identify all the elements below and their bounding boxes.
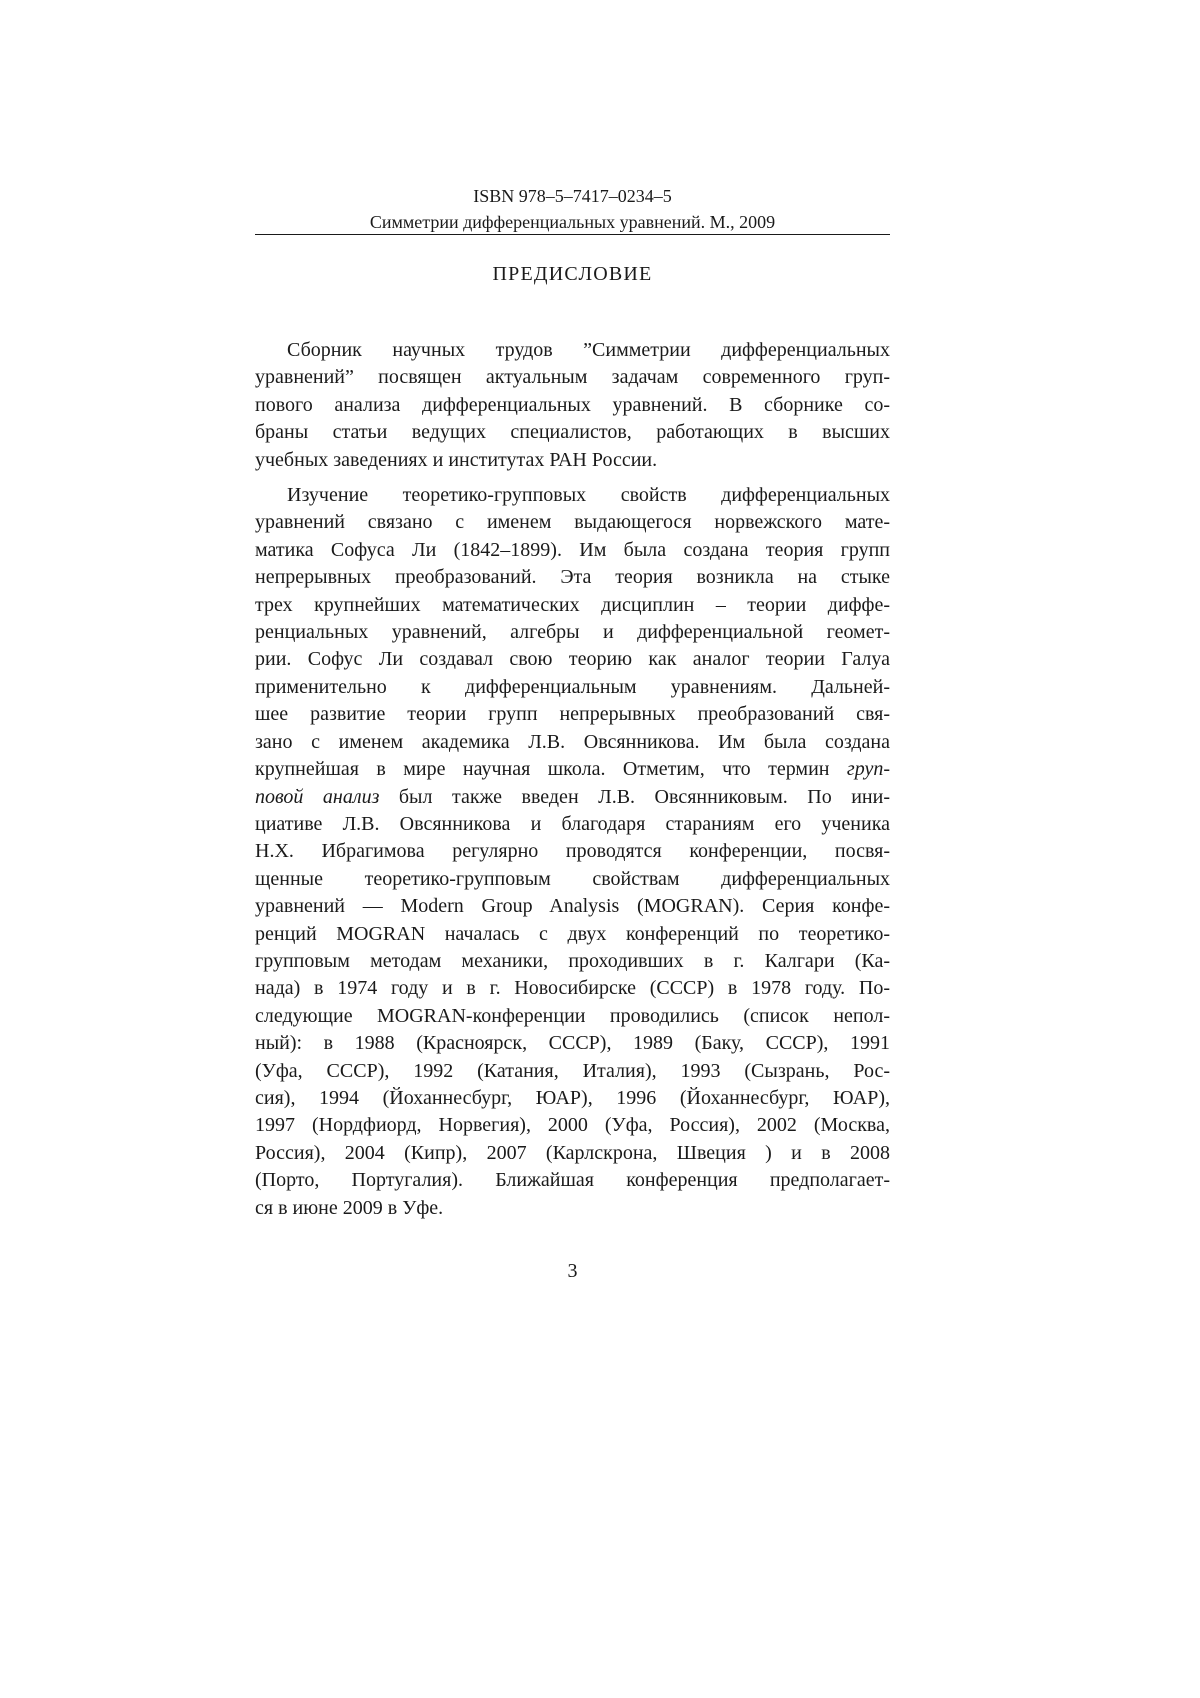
text-line: (Уфа, СССР), 1992 (Катания, Италия), 1993 (Сызрань, Рос- — [255, 1058, 890, 1085]
text-line — [255, 784, 890, 811]
header-rule — [255, 234, 890, 235]
text-line: Россия), 2004 (Кипр), 2007 (Карлскрона, Швеция ) и в 2008 — [255, 1140, 890, 1167]
paragraph-1 — [255, 337, 890, 474]
text-line: ренциальных уравнений, алгебры и дифференциальной геомет- — [255, 619, 890, 646]
text-line: сия), 1994 (Йоханнесбург, ЮАР), 1996 (Йоханнесбург, ЮАР), — [255, 1085, 890, 1112]
text-line: зано с именем академика Л.В. Овсянникова. Им была создана — [255, 729, 890, 756]
citation-line: Симметрии дифференциальных уравнений. М., 2009 — [255, 209, 890, 235]
text-line: уравнений связано с именем выдающегося норвежского мате- — [255, 509, 890, 536]
text-line: Сборник научных трудов ”Симметрии дифференциальных — [255, 337, 890, 364]
text-line: ный): в 1988 (Красноярск, СССР), 1989 (Баку, СССР), 1991 — [255, 1030, 890, 1057]
text-line: непрерывных преобразований. Эта теория возникла на стыке — [255, 564, 890, 591]
text-line: нада) в 1974 году и в г. Новосибирске (СССР) в 1978 году. По- — [255, 975, 890, 1002]
text-line: учебных заведениях и институтах РАН России. — [255, 447, 890, 474]
body-text — [255, 337, 890, 1222]
text-line: трех крупнейших математических дисциплин – теории диффе- — [255, 592, 890, 619]
text-line: применительно к дифференциальным уравнениям. Дальней- — [255, 674, 890, 701]
text-line: браны статьи ведущих специалистов, работающих в высших — [255, 419, 890, 446]
italic-term-end: повой анализ — [255, 786, 379, 808]
text-line: ренций MOGRAN началась с двух конференций по теоретико- — [255, 921, 890, 948]
italic-term-start: груп- — [847, 758, 890, 780]
text-line: 1997 (Нордфиорд, Норвегия), 2000 (Уфа, Россия), 2002 (Москва, — [255, 1112, 890, 1139]
section-title: ПРЕДИСЛОВИЕ — [255, 263, 890, 286]
text-line: уравнений — Modern Group Analysis (MOGRAN). Серия конфе- — [255, 893, 890, 920]
text-line — [255, 756, 890, 783]
text-line: уравнений” посвящен актуальным задачам современного груп- — [255, 364, 890, 391]
document-page — [0, 0, 1200, 1698]
text-line: циативе Л.В. Овсянникова и благодаря стараниям его ученика — [255, 811, 890, 838]
text-fragment: крупнейшая в мире научная школа. Отметим, что термин — [255, 758, 847, 780]
text-line: рии. Софус Ли создавал свою теорию как аналог теории Галуа — [255, 646, 890, 673]
text-line: групповым методам механики, проходивших в г. Калгари (Ка- — [255, 948, 890, 975]
running-header — [255, 183, 890, 235]
text-line: Изучение теоретико-групповых свойств дифференциальных — [255, 482, 890, 509]
paragraph-2 — [255, 482, 890, 1222]
text-line: следующие MOGRAN-конференции проводились (список непол- — [255, 1003, 890, 1030]
text-fragment: был также введен Л.В. Овсянниковым. По ини- — [379, 786, 890, 808]
text-line: щенные теоретико-групповым свойствам дифференциальных — [255, 866, 890, 893]
text-line: (Порто, Португалия). Ближайшая конференция предполагает- — [255, 1167, 890, 1194]
text-line: пового анализа дифференциальных уравнений. В сборнике со- — [255, 392, 890, 419]
isbn-line: ISBN 978–5–7417–0234–5 — [255, 183, 890, 209]
text-line: ся в июне 2009 в Уфе. — [255, 1195, 890, 1222]
text-line: Н.Х. Ибрагимова регулярно проводятся конференции, посвя- — [255, 838, 890, 865]
text-line: матика Софуса Ли (1842–1899). Им была создана теория групп — [255, 537, 890, 564]
text-line: шее развитие теории групп непрерывных преобразований свя- — [255, 701, 890, 728]
page-number: 3 — [255, 1260, 890, 1283]
